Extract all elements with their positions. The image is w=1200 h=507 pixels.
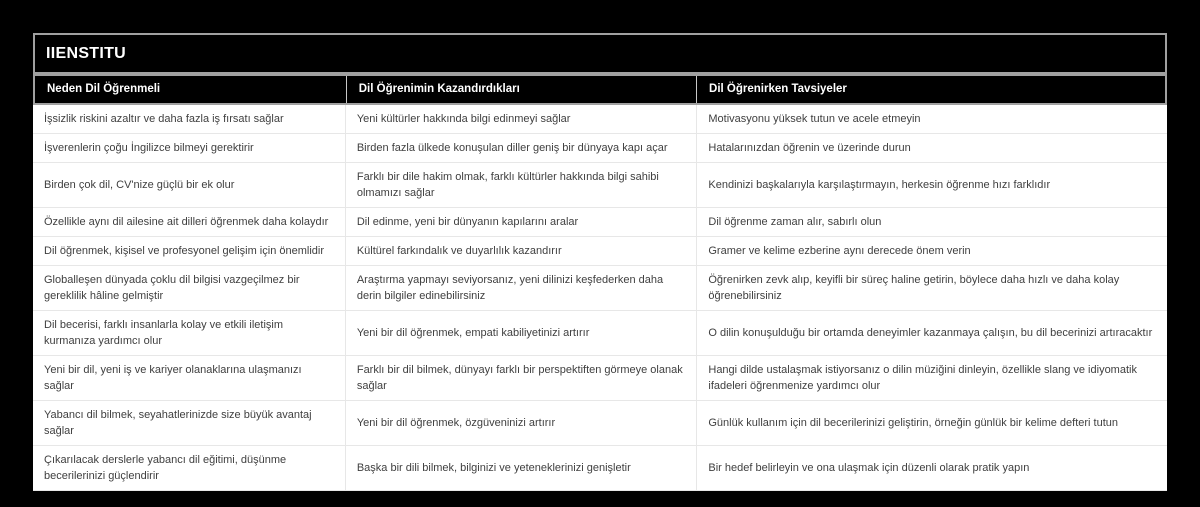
column-header-dil-ogrenimin-kazandirdiklari: Dil Öğrenimin Kazandırdıkları xyxy=(346,76,696,103)
table-cell: Dil öğrenme zaman alır, sabırlı olun xyxy=(696,208,1167,236)
table-cell: Bir hedef belirleyin ve ona ulaşmak için düzenli olarak pratik yapın xyxy=(696,446,1167,490)
table-cell: Yeni bir dil, yeni iş ve kariyer olanaklarına ulaşmanızı sağlar xyxy=(44,364,302,392)
table-cell: Araştırma yapmayı seviyorsanız, yeni dilinizi keşfederken daha derin bilgiler edinebilirsiniz xyxy=(345,266,697,310)
table-row xyxy=(33,356,1167,401)
table-cell: Dil edinme, yeni bir dünyanın kapılarını aralar xyxy=(345,208,697,236)
column-header-neden-dil-ogrenmeli: Neden Dil Öğrenmeli xyxy=(47,83,161,95)
table-row xyxy=(33,311,1167,356)
column-header-dil-ogrenirken-tavsiyeler: Dil Öğrenirken Tavsiyeler xyxy=(696,76,1165,103)
table-row xyxy=(33,163,1167,208)
table-header-row xyxy=(33,74,1167,105)
brand-title-bar xyxy=(33,33,1167,74)
table-cell: Yeni kültürler hakkında bilgi edinmeyi sağlar xyxy=(345,105,697,133)
table-cell: İşverenlerin çoğu İngilizce bilmeyi gerektirir xyxy=(44,142,254,154)
table-row xyxy=(33,401,1167,446)
table-cell: Kültürel farkındalık ve duyarlılık kazandırır xyxy=(345,237,697,265)
table-cell: Farklı bir dile hakim olmak, farklı kültürler hakkında bilgi sahibi olmamızı sağlar xyxy=(345,163,697,207)
table-cell: Başka bir dili bilmek, bilginizi ve yeteneklerinizi genişletir xyxy=(345,446,697,490)
table-cell: Dil öğrenmek, kişisel ve profesyonel gelişim için önemlidir xyxy=(44,245,324,257)
table-cell: Hatalarınızdan öğrenin ve üzerinde durun xyxy=(696,134,1167,162)
table-cell: Özellikle aynı dil ailesine ait dilleri öğrenmek daha kolaydır xyxy=(44,216,329,228)
table-cell: Hangi dilde ustalaşmak istiyorsanız o dilin müziğini dinleyin, özellikle slang ve idiyomatik ifadeleri öğrenmenize yardımcı olur xyxy=(696,356,1167,400)
table-row xyxy=(33,134,1167,163)
table-cell: Birden fazla ülkede konuşulan diller geniş bir dünyaya kapı açar xyxy=(345,134,697,162)
brand-title: IIENSTITU xyxy=(46,45,127,62)
table-cell: Farklı bir dil bilmek, dünyayı farklı bir perspektiften görmeye olanak sağlar xyxy=(345,356,697,400)
table-row xyxy=(33,237,1167,266)
table-cell: Globalleşen dünyada çoklu dil bilgisi vazgeçilmez bir gereklilik hâline gelmiştir xyxy=(44,274,300,302)
table-cell: Dil becerisi, farklı insanlarla kolay ve etkili iletişim kurmanıza yardımcı olur xyxy=(44,319,284,347)
table-cell: Kendinizi başkalarıyla karşılaştırmayın, herkesin öğrenme hızı farklıdır xyxy=(696,163,1167,207)
table-cell: Yeni bir dil öğrenmek, özgüveninizi artırır xyxy=(345,401,697,445)
table-cell: Gramer ve kelime ezberine aynı derecede önem verin xyxy=(696,237,1167,265)
table-cell: O dilin konuşulduğu bir ortamda deneyimler kazanmaya çalışın, bu dil becerinizi artıracaktır xyxy=(696,311,1167,355)
table-row xyxy=(33,266,1167,311)
table-cell: Birden çok dil, CV'nize güçlü bir ek olur xyxy=(44,179,235,191)
table-cell: Motivasyonu yüksek tutun ve acele etmeyin xyxy=(696,105,1167,133)
table-cell: Yeni bir dil öğrenmek, empati kabiliyetinizi artırır xyxy=(345,311,697,355)
table-cell: Öğrenirken zevk alıp, keyifli bir süreç haline getirin, böylece daha hızlı ve daha kolay öğrenebilirsiniz xyxy=(696,266,1167,310)
table-row xyxy=(33,208,1167,237)
table-cell: Yabancı dil bilmek, seyahatlerinizde size büyük avantaj sağlar xyxy=(44,409,312,437)
table-cell: İşsizlik riskini azaltır ve daha fazla iş fırsatı sağlar xyxy=(44,113,284,125)
table-row xyxy=(33,446,1167,491)
table-row xyxy=(33,105,1167,134)
language-learning-table-card xyxy=(33,33,1167,491)
table-cell: Günlük kullanım için dil becerilerinizi geliştirin, örneğin günlük bir kelime defteri tutun xyxy=(696,401,1167,445)
table-body xyxy=(33,105,1167,491)
table-cell: Çıkarılacak derslerle yabancı dil eğitimi, düşünme becerilerinizi güçlendirir xyxy=(44,454,287,482)
